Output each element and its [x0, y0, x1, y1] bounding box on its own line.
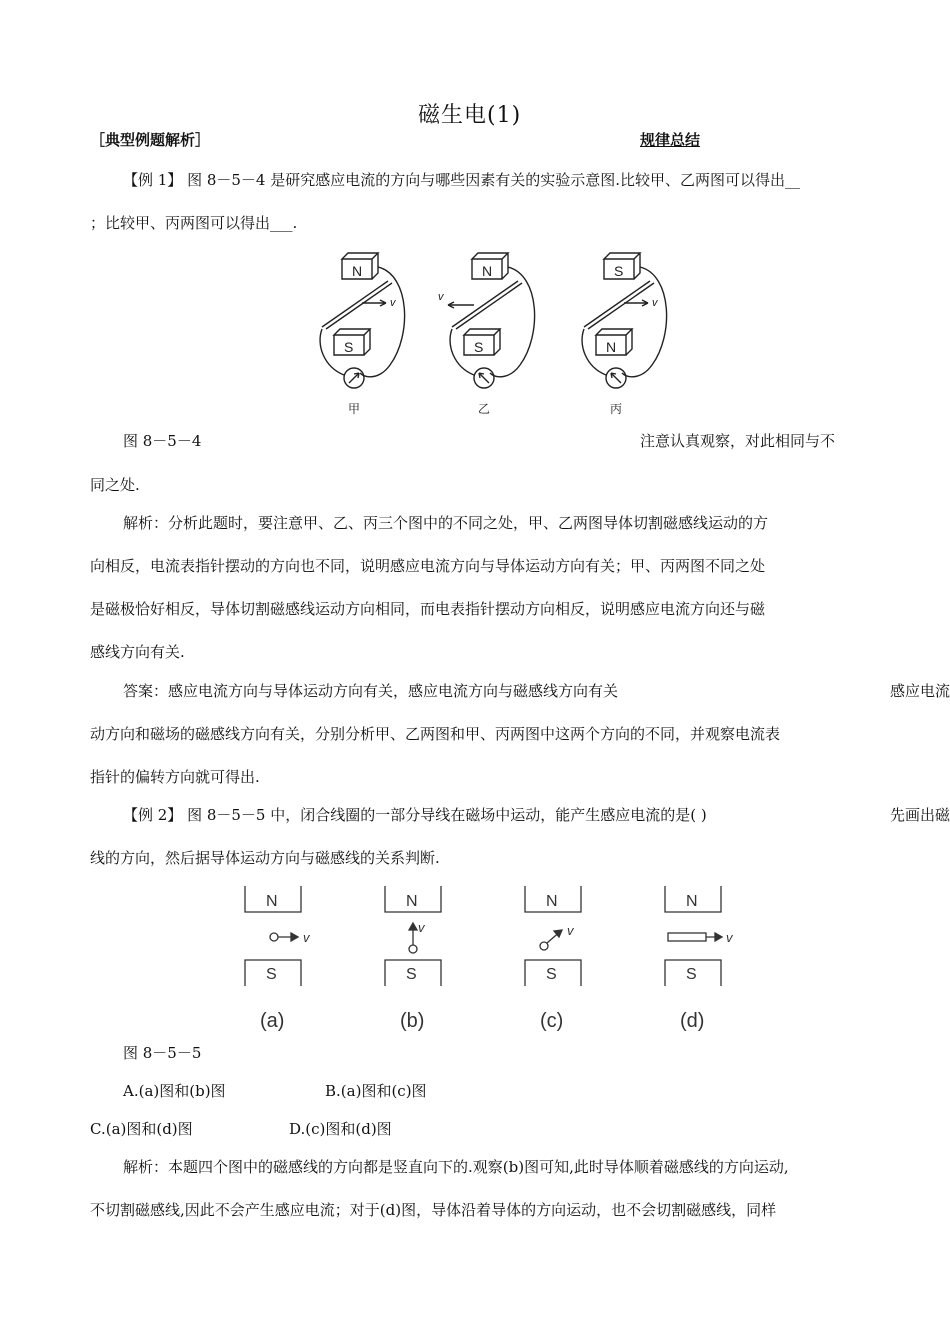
- ex2-side-note: 先画出磁: [890, 806, 950, 824]
- ex1-question-line2: ；比较甲、丙两图可以得出___.: [90, 214, 298, 232]
- page-title: 磁生电(1): [418, 103, 522, 128]
- ex2-analysis-line: 不切割磁感线,因此不会产生感应电流；对于(d)图，导体沿着导体的方向运动，也不会切割磁感线，同样: [90, 1201, 777, 1219]
- ex1-side-note: 注意认真观察，对此相同与不: [640, 432, 836, 450]
- ex2-question-line2: 线的方向，然后据导体运动方向与磁感线的关系判断.: [90, 849, 440, 867]
- fig854-magnet-top-label: N: [352, 263, 363, 279]
- fig854-panel-yi: [438, 253, 535, 416]
- fig855-label-d: (d): [680, 1010, 705, 1032]
- fig855-pole-n: N: [546, 893, 558, 910]
- svg-text:v: v: [567, 923, 574, 938]
- svg-text:v: v: [726, 930, 733, 945]
- fig855-pole-s: S: [686, 966, 697, 983]
- fig854-magnet-bottom-label: S: [344, 339, 354, 355]
- ex1-side-note-cont: 同之处.: [90, 476, 140, 494]
- fig854-label-yi: 乙: [478, 402, 491, 416]
- ex2-option-b: B.(a)图和(c)图: [325, 1082, 427, 1100]
- ex1-question-line1: 【例 1】 图 8－5－4 是研究感应电流的方向与哪些因素有关的实验示意图.比较甲、乙两图可以得出__: [123, 171, 801, 189]
- ex1-answer-cont: 动方向和磁场的磁感线方向有关，分别分析甲、乙两图和甲、丙两图中这两个方向的不同，并观察电流表: [90, 725, 781, 743]
- fig854-magnet-top-label: S: [614, 263, 624, 279]
- fig855-label-c: (c): [540, 1010, 564, 1032]
- ex2-option-d: D.(c)图和(d)图: [289, 1120, 392, 1138]
- fig855-pole-s: S: [406, 966, 417, 983]
- fig855-pole-n: N: [686, 893, 698, 910]
- fig855-pole-n: N: [266, 893, 278, 910]
- section-heading: ［典型例题解析］: [90, 131, 211, 149]
- fig854-magnet-top-label: N: [482, 263, 493, 279]
- fig855-panel-b: [385, 886, 441, 1032]
- ex1-answer: 答案：感应电流方向与导体运动方向有关，感应电流方向与磁感线方向有关: [123, 682, 619, 700]
- svg-text:v: v: [303, 930, 310, 945]
- fig855-label-b: (b): [400, 1010, 425, 1032]
- fig854-label-bing: 丙: [610, 402, 623, 416]
- fig854-velocity-symbol: v: [652, 297, 658, 309]
- fig855-pole-n: N: [406, 893, 418, 910]
- ex2-analysis-line: 解析：本题四个图中的磁感线的方向都是竖直向下的.观察(b)图可知,此时导体顺着磁感线的方向运动,: [123, 1158, 789, 1176]
- fig855-pole-s: S: [266, 966, 277, 983]
- svg-text:v: v: [418, 920, 425, 935]
- ex1-analysis-line: 感线方向有关.: [90, 643, 185, 661]
- ex1-analysis-line: 向相反，电流表指针摆动的方向也不同，说明感应电流方向与导体运动方向有关；甲、丙两图不同之处: [90, 557, 766, 575]
- fig854-velocity-symbol: v: [438, 291, 444, 303]
- figure-8-5-5: [230, 882, 760, 1040]
- fig855-label-a: (a): [260, 1010, 285, 1032]
- ex1-analysis-line: 解析：分析此题时，要注意甲、乙、丙三个图中的不同之处，甲、乙两图导体切割磁感线运动的方: [123, 514, 769, 532]
- fig854-magnet-bottom-label: S: [474, 339, 484, 355]
- ex1-answer-cont: 指针的偏转方向就可得出.: [90, 768, 260, 786]
- ex2-option-c: C.(a)图和(d)图: [90, 1120, 193, 1138]
- fig854-label-jia: 甲: [348, 402, 361, 416]
- ex2-question-line1: 【例 2】 图 8－5－5 中，闭合线圈的一部分导线在磁场中运动，能产生感应电流的是( ): [123, 806, 707, 824]
- ex1-side-answer: 感应电流: [890, 682, 950, 700]
- fig854-velocity-symbol: v: [390, 297, 396, 309]
- ex2-option-a: A.(a)图和(b)图: [123, 1082, 226, 1100]
- fig855-panel-a: [245, 886, 311, 1032]
- fig855-panel-c: [525, 886, 581, 1032]
- figure-8-5-4: [300, 245, 690, 420]
- fig854-panel-jia: [320, 253, 405, 416]
- fig854-panel-bing: [582, 253, 667, 416]
- fig854-magnet-bottom-label: N: [606, 339, 617, 355]
- side-heading: 规律总结: [640, 131, 701, 149]
- fig855-pole-s: S: [546, 966, 557, 983]
- ex1-analysis-line: 是磁极恰好相反，导体切割磁感线运动方向相同，而电表指针摆动方向相反，说明感应电流方向还与磁: [90, 600, 766, 618]
- fig855-panel-d: [665, 886, 734, 1032]
- fig855-caption: 图 8－5－5: [123, 1044, 202, 1062]
- fig854-caption: 图 8－5－4: [123, 432, 202, 450]
